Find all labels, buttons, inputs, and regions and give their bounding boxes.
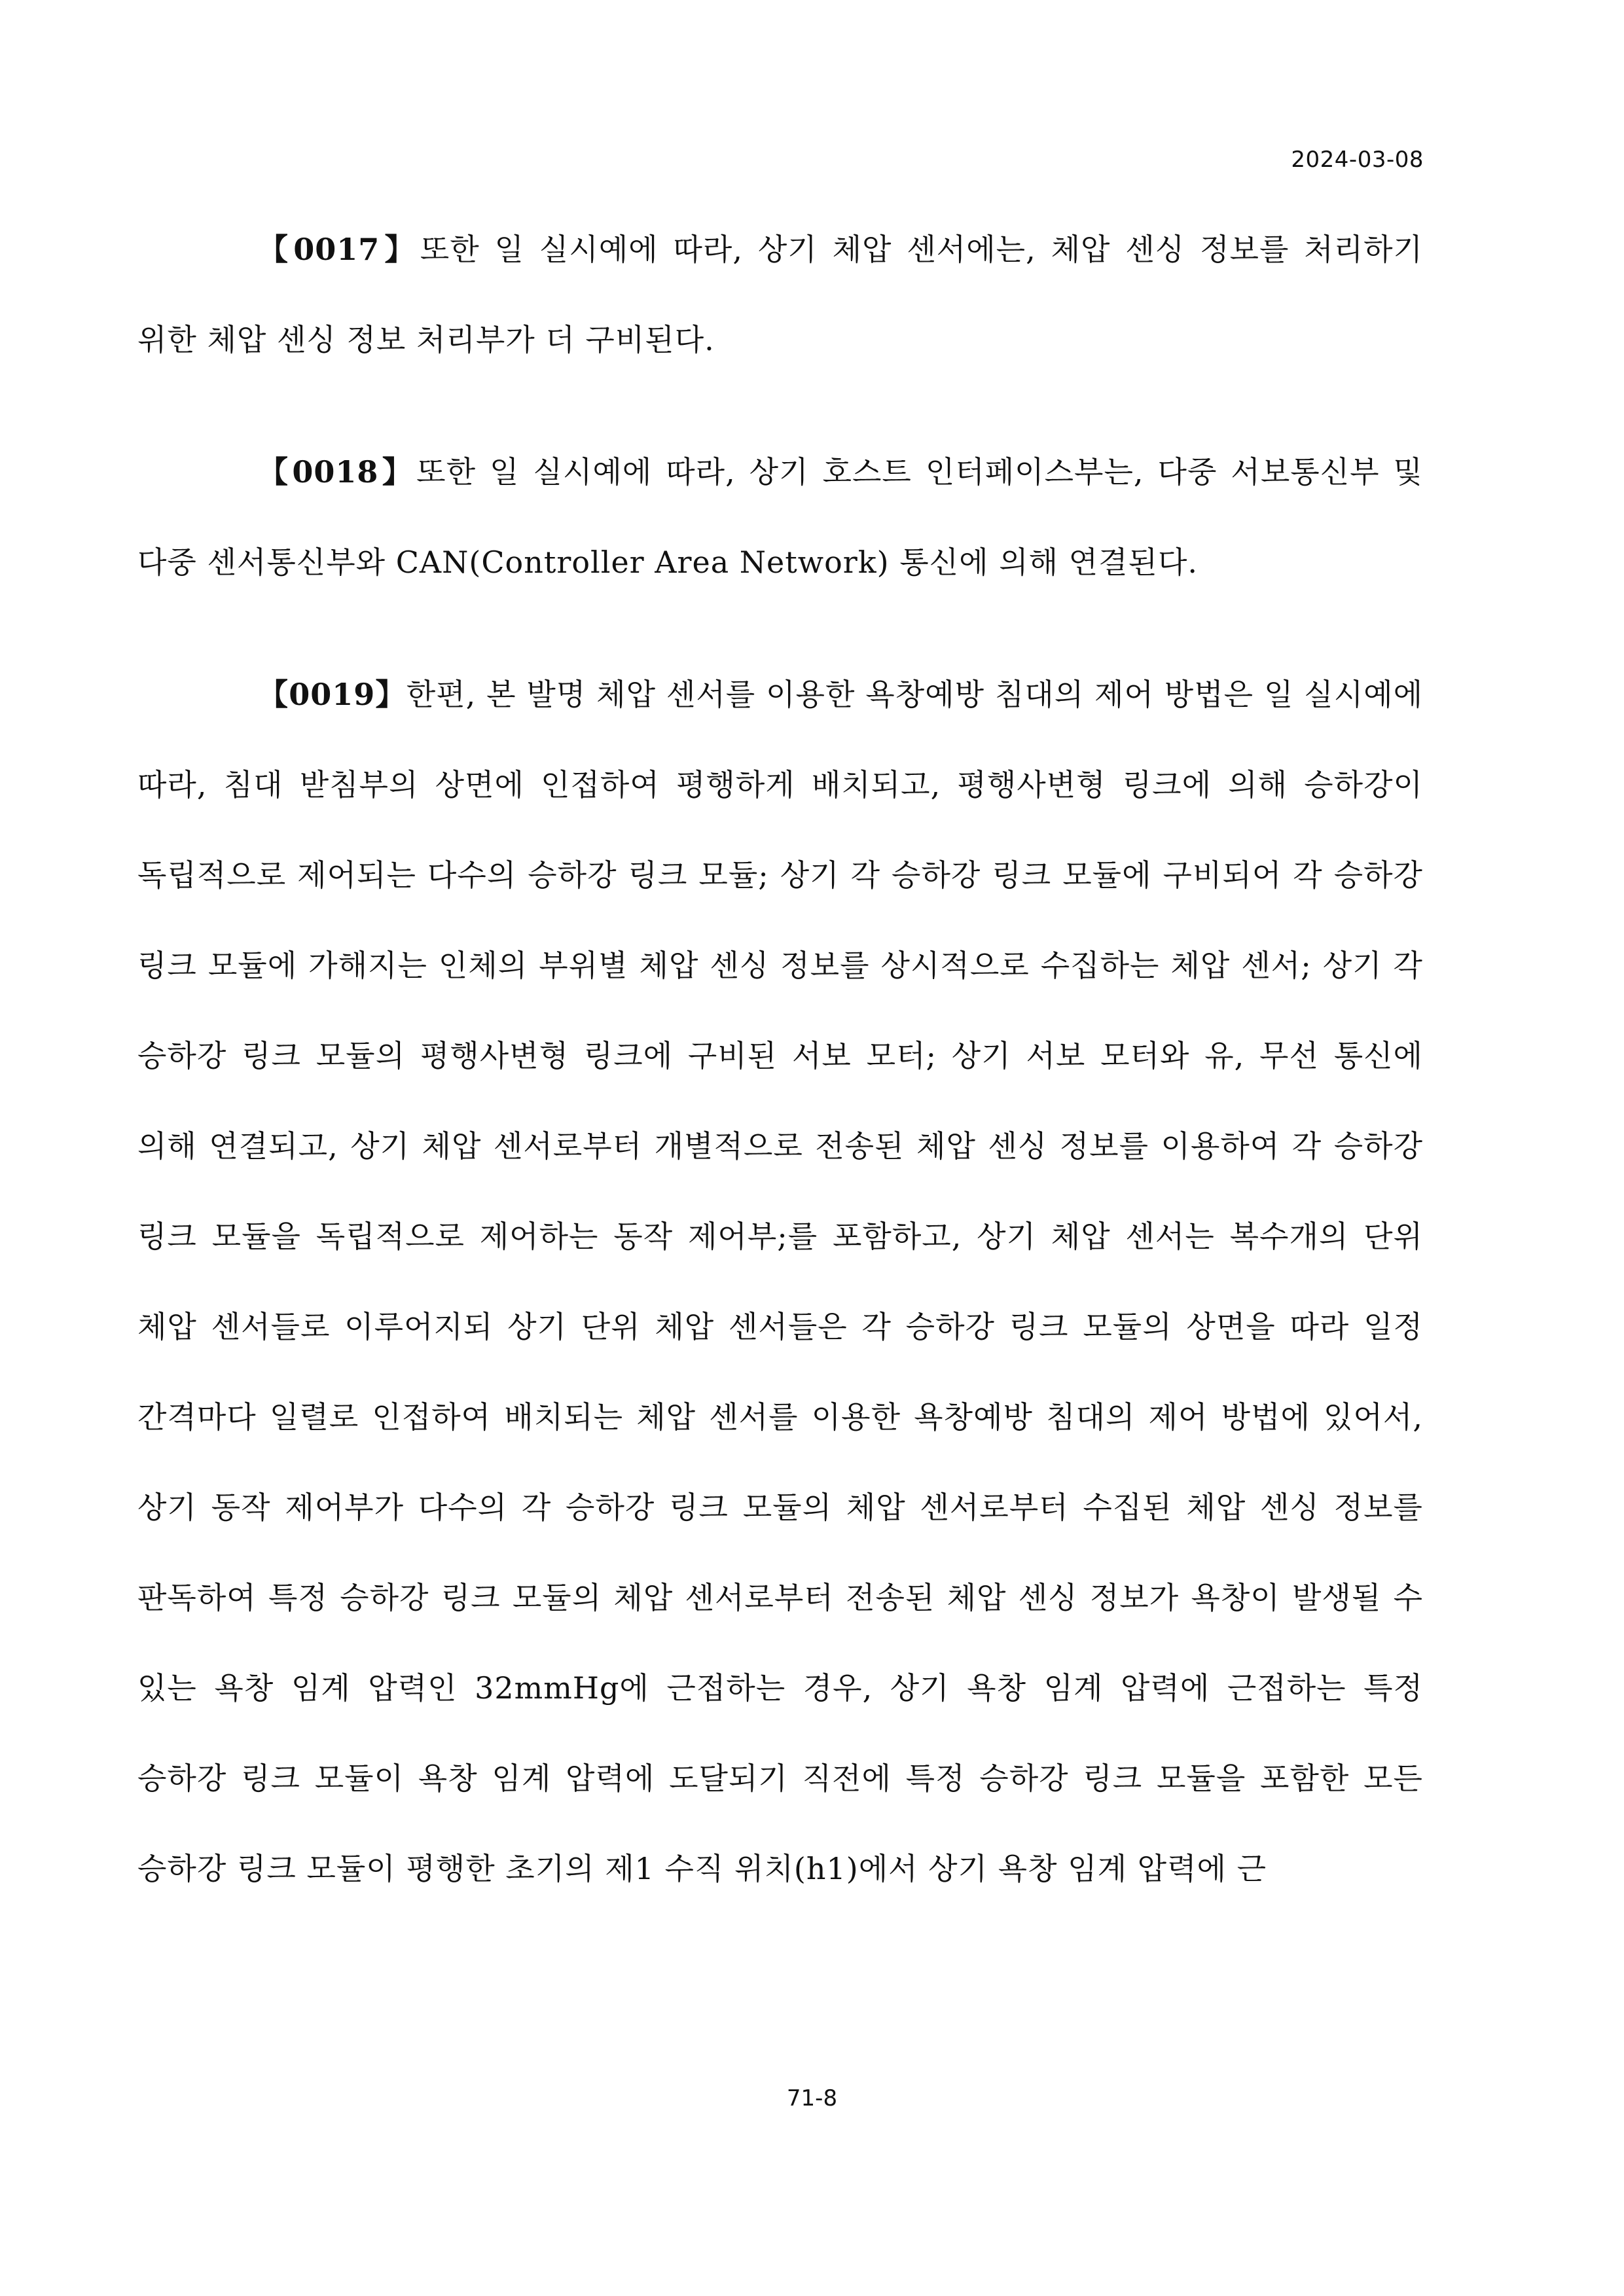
paragraph-number: 【0018】 [258, 454, 417, 490]
paragraph-text: 또한 일 실시예에 따라, 상기 호스트 인터페이스부는, 다중 서보통신부 및 다중 센서통신부와 CAN(Controller Area Network) 통신에 의해 연결된다. [137, 454, 1423, 580]
paragraph-number: 【0019】 [258, 677, 406, 712]
paragraph-0018 [137, 427, 1423, 607]
document-date: 2024-03-08 [1291, 147, 1424, 173]
paragraph-text: 한편, 본 발명 체압 센서를 이용한 욕창예방 침대의 제어 방법은 일 실시예에 따라, 침대 받침부의 상면에 인접하여 평행하게 배치되고, 평행사변형 링크에 의해 승하강이 독립적으로 제어되는 다수의 승하강 링크 모듈; 상기 각 승하강 링크 모듈에 구비되어 각 승하강 링크 모듈에 가해지는 인체의 부위별 체압 센싱 정보를 상시적으로 수집하는 체압 센서; 상기 각 승하강 링크 모듈의 평행사변형 링크에 구비된 서보 모터; 상기 서보 모터와 유, 무선 통신에 의해 연결되고, 상기 체압 센서로부터 개별적으로 전송된 체압 센싱 정보를 이용하여 각 승하강 링크 모듈을 독립적으로 제어하는 동작 제어부;를 포함하고, 상기 체압 센서는 복수개의 단위 체압 센서들로 이루어지되 상기 단위 체압 센서들은 각 승하강 링크 모듈의 상면을 따라 일정 간격마다 일렬로 인접하여 배치되는 체압 센서를 이용한 욕창예방 침대의 제어 방법에 있어서, 상기 동작 제어부가 다수의 각 승하강 링크 모듈의 체압 센서로부터 수집된 체압 센싱 정보를 판독하여 특정 승하강 링크 모듈의 체압 센서로부터 전송된 체압 센싱 정보가 욕창이 발생될 수 있는 욕창 임계 압력인 32mmHg에 근접하는 경우, 상기 욕창 임계 압력에 근접하는 특정 승하강 링크 모듈이 욕창 임계 압력에 도달되기 직전에 특정 승하강 링크 모듈을 포함한 모든 승하강 링크 모듈이 평행한 초기의 제1 수직 위치(h1)에서 상기 욕창 임계 압력에 근 [137, 677, 1423, 1886]
paragraph-text: 또한 일 실시예에 따라, 상기 체압 센서에는, 체압 센싱 정보를 처리하기 위한 체압 센싱 정보 처리부가 더 구비된다. [137, 232, 1423, 357]
document-body [137, 204, 1423, 1956]
page-number: 71-8 [786, 2085, 838, 2111]
paragraph-number: 【0017】 [258, 232, 420, 267]
paragraph-0019 [137, 649, 1423, 1914]
paragraph-0017 [137, 204, 1423, 385]
